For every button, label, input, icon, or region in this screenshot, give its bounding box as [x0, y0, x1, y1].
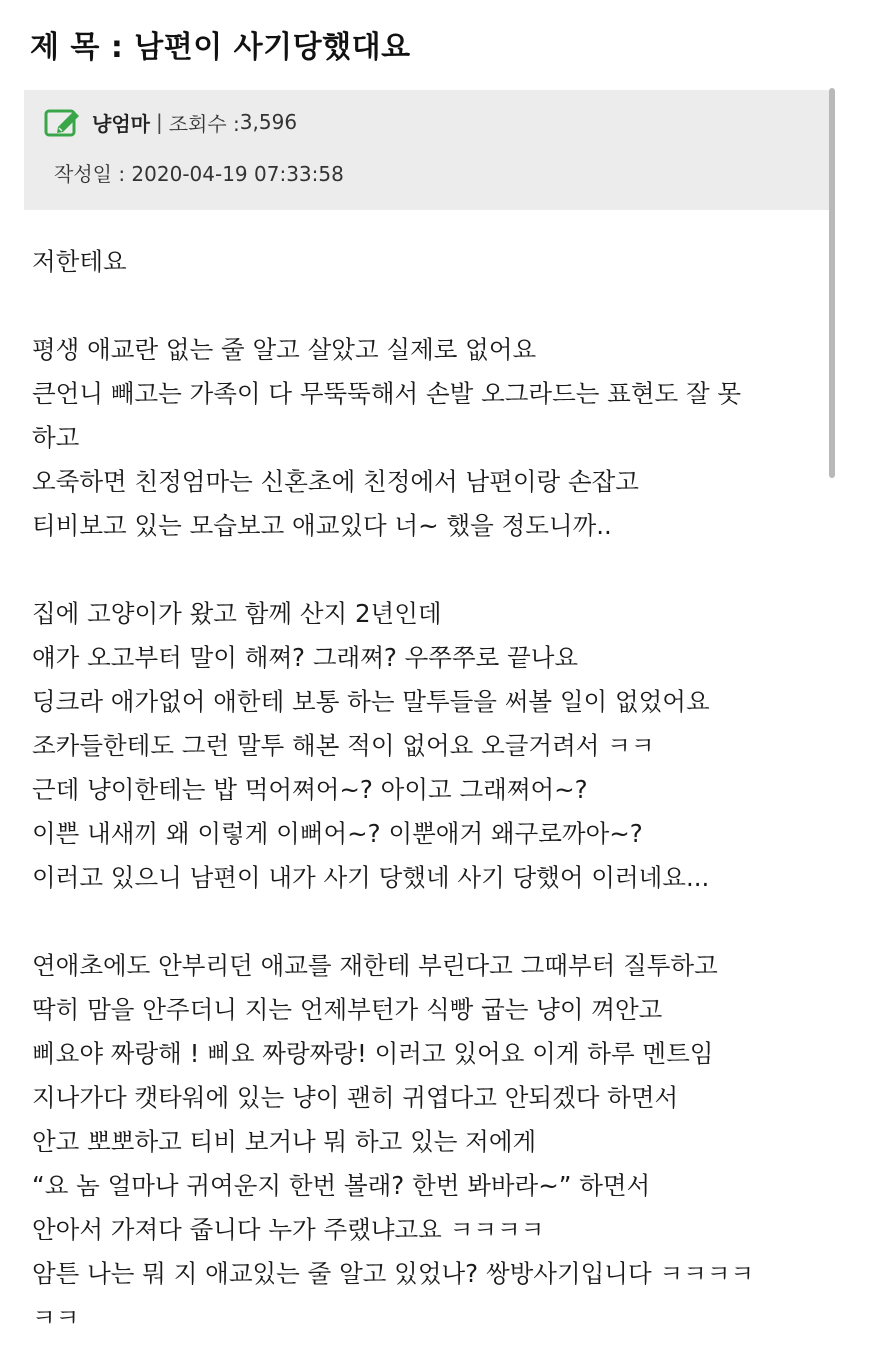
- body-line: 딩크라 애가없어 애한테 보통 하는 말투들을 써볼 일이 없었어요: [32, 687, 710, 716]
- body-line: 이쁜 내새끼 왜 이렇게 이뻐어~? 이뿐애거 왜구로까아~?: [32, 819, 643, 848]
- blank-line: [32, 548, 822, 592]
- body-line: ㅋㅋ: [32, 1303, 80, 1332]
- write-edit-icon: [44, 106, 82, 138]
- body-line: 안아서 가져다 줍니다 누가 주랬냐고요 ㅋㅋㅋㅋ: [32, 1215, 545, 1244]
- date-row: [54, 158, 344, 187]
- body-line: 집에 고양이가 왔고 함께 산지 2년인데: [32, 599, 442, 628]
- blank-line: [32, 900, 822, 944]
- body-line: 오죽하면 친정엄마는 신혼초에 친정에서 남편이랑 손잡고: [32, 467, 639, 496]
- body-line: 딱히 맘을 안주더니 지는 언제부턴가 식빵 굽는 냥이 껴안고: [32, 995, 663, 1024]
- body-line: 암튼 나는 뭐 지 애교있는 줄 알고 있었나? 쌍방사기입니다 ㅋㅋㅋㅋ: [32, 1259, 755, 1288]
- scrollbar-thumb[interactable]: [829, 88, 835, 478]
- body-line: 저한테요: [32, 247, 127, 276]
- views-label: 조회수 :: [168, 111, 240, 136]
- body-line: 하고: [32, 423, 80, 452]
- body-line: 티비보고 있는 모습보고 애교있다 너~ 했을 정도니까..: [32, 511, 612, 540]
- post-info-box: [24, 90, 830, 210]
- body-line: “요 놈 얼마나 귀여운지 한번 볼래? 한번 봐바라~” 하면서: [32, 1171, 651, 1200]
- author-row: [44, 106, 297, 138]
- body-line: 연애초에도 안부리던 애교를 재한테 부린다고 그때부터 질투하고: [32, 951, 718, 980]
- body-line: 근데 냥이한테는 밥 먹어쪄어~? 아이고 그래쪄어~?: [32, 775, 588, 804]
- body-line: 조카들한테도 그런 말투 해본 적이 없어요 오글거려서 ㅋㅋ: [32, 731, 655, 760]
- post-body: [32, 240, 822, 1340]
- body-line: 지나가다 캣타워에 있는 냥이 괜히 귀엽다고 안되겠다 하면서: [32, 1083, 679, 1112]
- body-line: 안고 뽀뽀하고 티비 보거나 뭐 하고 있는 저에게: [32, 1127, 537, 1156]
- author-name[interactable]: 냥엄마: [92, 111, 150, 136]
- body-line: 얘가 오고부터 말이 해쪄? 그래쪄? 우쭈쭈로 끝나요: [32, 643, 579, 672]
- date-label: 작성일 :: [54, 162, 132, 186]
- body-line: 큰언니 빼고는 가족이 다 무뚝뚝해서 손발 오그라드는 표현도 잘 못: [32, 379, 742, 408]
- blank-line: [32, 284, 822, 328]
- body-line: 이러고 있으니 남편이 내가 사기 당했네 사기 당했어 이러네요...: [32, 863, 710, 892]
- date-value: 2020-04-19 07:33:58: [131, 162, 344, 186]
- post-title: 제 목 : 남편이 사기당했대요: [30, 30, 411, 65]
- body-line: 삐요야 짜랑해 ! 삐요 짜랑짜랑! 이러고 있어요 이게 하루 멘트임: [32, 1039, 714, 1068]
- views-count: 3,596: [239, 110, 298, 134]
- meta-separator: |: [155, 110, 163, 134]
- body-line: 평생 애교란 없는 줄 알고 살았고 실제로 없어요: [32, 335, 537, 364]
